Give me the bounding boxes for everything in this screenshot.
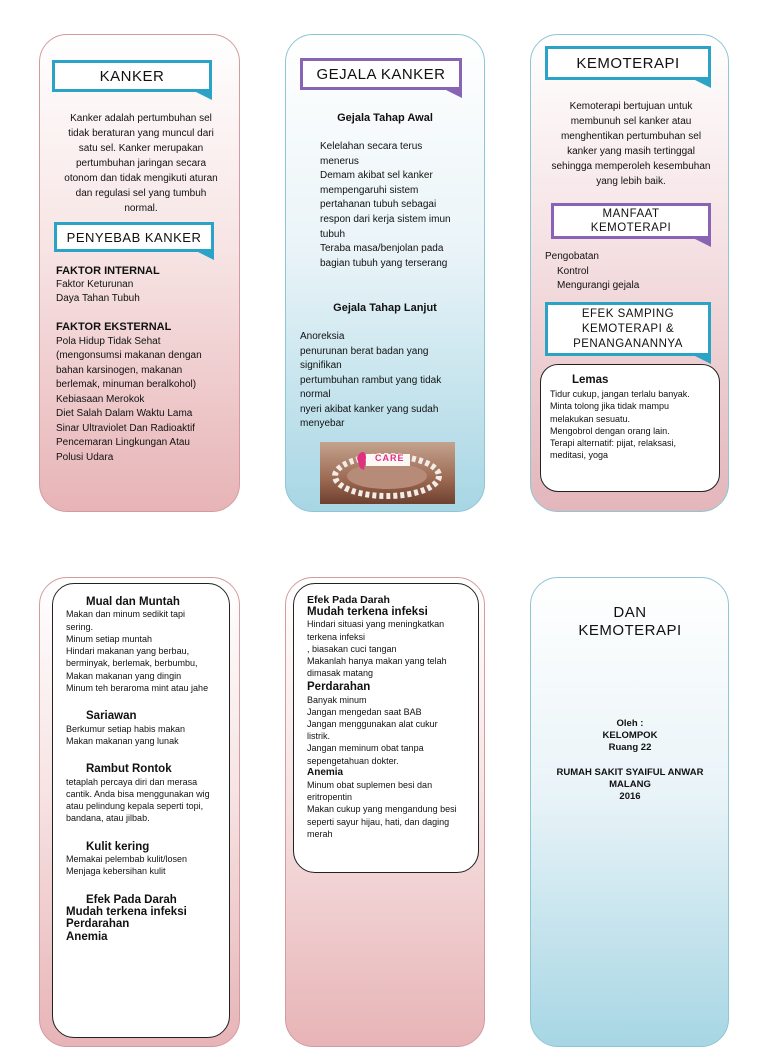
gejala-awal-item: mempengaruhi sistem xyxy=(320,184,419,196)
lemas-item: meditasi, yoga xyxy=(550,450,609,461)
kemoterapi-title-tag xyxy=(545,46,711,80)
gejala-awal-item: Demam akibat sel kanker xyxy=(320,170,433,182)
manfaat-list xyxy=(545,250,715,294)
rambut-title: Rambut Rontok xyxy=(86,763,172,776)
external-item: Kebiasaan Merokok xyxy=(56,393,145,405)
cover-rs: RUMAH SAKIT SYAIFUL ANWAR xyxy=(556,767,704,778)
gejala-lanjut-item: normal xyxy=(300,389,331,400)
external-item: bahan karsinogen, makanan xyxy=(56,364,183,376)
sariawan-title: Sariawan xyxy=(86,710,137,723)
internal-item: Faktor Keturunan xyxy=(56,279,134,290)
efek-darah-content xyxy=(307,594,477,840)
rambut-item: bandana, atau jilbab. xyxy=(66,813,150,824)
gejala-awal-item: bagian tubuh yang terserang xyxy=(320,257,448,269)
lemas-section xyxy=(550,374,718,461)
efek-pada-darah-title: Efek Pada Darah xyxy=(307,594,390,606)
manfaat-title-tag xyxy=(551,203,711,239)
kulit-title: Kulit kering xyxy=(86,840,150,853)
gejala-title-tag xyxy=(300,58,462,90)
perdarahan-item: sepengetahuan dokter. xyxy=(307,755,399,766)
lemas-item: Tidur cukup, jangan terlalu banyak. xyxy=(550,389,690,400)
mual-item: berminyak, berlemak, berbumbu, xyxy=(66,658,198,669)
gejala-title: GEJALA KANKER xyxy=(316,65,446,83)
external-item: Pencemaran Lingkungan Atau xyxy=(56,437,190,448)
lemas-item: melakukan sesuatu. xyxy=(550,413,631,424)
cover-title-line2: KEMOTERAPI xyxy=(578,622,682,639)
kemoterapi-description: Kemoterapi bertujuan untuk membunuh sel kanker atau menghentikan pertumbuhan sel kanker yang masih tertinggal sehingga memperoleh kesembuhan yang lebih baik. xyxy=(551,101,711,187)
external-item: Polusi Udara xyxy=(56,451,114,463)
sariawan-item: Makan makanan yang lunak xyxy=(66,735,179,746)
manfaat-item: Mengurangi gejala xyxy=(557,280,640,291)
sariawan-item: Berkumur setiap habis makan xyxy=(66,723,186,734)
mual-item: Minum teh beraroma mint atau jahe xyxy=(66,683,209,694)
gejala-lanjut-item: signifikan xyxy=(300,360,342,371)
anemia-item: Makan cukup yang mengandung besi xyxy=(307,804,457,815)
manfaat-title-line1: MANFAAT xyxy=(602,208,660,220)
gejala-lanjut-item: penurunan berat badan yang xyxy=(300,345,429,357)
cover-title-line1: DAN xyxy=(613,604,647,621)
gejala-awal-item: Teraba masa/benjolan pada xyxy=(320,243,444,255)
efek-darah-title: Efek Pada Darah xyxy=(86,893,177,906)
lemas-item: Minta tolong jika tidak mampu xyxy=(550,401,670,412)
gejala-lanjut-item: Anoreksia xyxy=(300,331,345,342)
gejala-awal-title: Gejala Tahap Awal xyxy=(337,112,433,124)
cover-ruang: Ruang 22 xyxy=(608,742,652,753)
gejala-awal-item: tubuh xyxy=(320,228,346,240)
care-ribbon-image xyxy=(320,442,455,504)
mual-item: Makan dan minum sedikit tapi xyxy=(66,609,186,620)
people-circle-icon xyxy=(320,442,455,504)
efek-darah-item: Perdarahan xyxy=(66,918,130,931)
perdarahan-item: Jangan menggunakan alat cukur xyxy=(307,719,438,730)
kemoterapi-title: KEMOTERAPI xyxy=(576,54,680,72)
faktor-eksternal-section xyxy=(56,320,236,465)
perdarahan-item: Jangan mengedan saat BAB xyxy=(307,706,422,717)
gejala-lanjut-list xyxy=(300,330,475,432)
rambut-item: cantik. Anda bisa menggunakan wig xyxy=(66,788,210,799)
external-item: (mengonsumsi makanan dengan xyxy=(56,350,202,361)
gejala-awal-item: menerus xyxy=(320,155,359,167)
gejala-awal-list xyxy=(320,140,480,271)
panel-cover xyxy=(530,577,729,1047)
gejala-lanjut-item: menyebar xyxy=(300,418,345,429)
infeksi-item: Makanlah hanya makan yang telah xyxy=(307,656,447,667)
gejala-lanjut-title: Gejala Tahap Lanjut xyxy=(333,302,437,314)
penyebab-title: PENYEBAB KANKER xyxy=(66,229,202,245)
efek-title-line3: PENANGANANNYA xyxy=(573,337,683,350)
faktor-internal-title: FAKTOR INTERNAL xyxy=(56,265,160,277)
gejala-awal-item: respon dari kerja sistem imun xyxy=(320,213,451,225)
efek-darah-item: Anemia xyxy=(66,930,108,943)
mual-item: Makan makanan yang dingin xyxy=(66,670,182,681)
mual-item: Hindari makanan yang berbau, xyxy=(66,646,190,657)
gejala-awal-item: pertahanan tubuh sebagai xyxy=(320,199,437,211)
manfaat-item: Kontrol xyxy=(557,265,589,277)
panel-gejala xyxy=(285,34,485,512)
external-item: Pola Hidup Tidak Sehat xyxy=(56,335,161,347)
lemas-title: Lemas xyxy=(572,374,609,386)
gejala-awal-item: Kelelahan secara terus xyxy=(320,141,423,152)
gejala-lanjut-item: pertumbuhan rambut yang tidak xyxy=(300,374,442,386)
efek-samping-content xyxy=(66,596,226,943)
lemas-item: Terapi alternatif: pijat, relaksasi, xyxy=(550,438,677,449)
efek-darah-item: Mudah terkena infeksi xyxy=(66,905,187,918)
efek-title-line1: EFEK SAMPING xyxy=(581,307,675,320)
faktor-internal-section xyxy=(56,264,236,306)
penyebab-title-tag xyxy=(54,222,214,252)
infeksi-title: Mudah terkena infeksi xyxy=(307,606,428,619)
infeksi-item: terkena infeksi xyxy=(307,631,366,642)
kanker-description: Kanker adalah pertumbuhan sel tidak beraturan yang muncul dari satu sel. Kanker merupakan pertumbuhan jaringan secara otonom dan tidak mengikuti aturan dan regulasi sel yang tumbuh normal. xyxy=(64,113,218,214)
anemia-item: Minum obat suplemen besi dan xyxy=(307,780,433,791)
mual-title: Mual dan Muntah xyxy=(86,596,180,608)
kanker-title: KANKER xyxy=(99,67,165,85)
efek-title-line2: KEMOTERAPI & xyxy=(581,322,675,335)
rambut-item: atau pelindung kepala seperti topi, xyxy=(66,801,204,812)
perdarahan-item: listrik. xyxy=(307,731,330,742)
cover-kota: MALANG xyxy=(609,779,651,790)
care-label: CARE xyxy=(375,453,405,463)
manfaat-item: Pengobatan xyxy=(545,251,599,262)
kanker-title-tag xyxy=(52,60,212,92)
cover-title xyxy=(535,604,725,640)
cover-tahun: 2016 xyxy=(619,791,641,802)
efek-samping-title-tag xyxy=(545,302,711,356)
infeksi-item: Hindari situasi yang meningkatkan xyxy=(307,619,445,630)
faktor-eksternal-title: FAKTOR EKSTERNAL xyxy=(56,321,172,333)
internal-item: Daya Tahan Tubuh xyxy=(56,293,140,304)
gejala-lanjut-item: nyeri akibat kanker yang sudah xyxy=(300,403,439,415)
perdarahan-title: Perdarahan xyxy=(307,681,371,694)
external-item: Sinar Ultraviolet Dan Radioaktif xyxy=(56,422,195,434)
anemia-item: merah xyxy=(307,828,333,839)
anemia-item: seperti sayur hijau, hati, dan daging xyxy=(307,816,450,827)
external-item: berlemak, minuman beralkohol) xyxy=(56,379,197,390)
kulit-item: Menjaga kebersihan kulit xyxy=(66,866,166,877)
infeksi-item: , biasakan cuci tangan xyxy=(307,643,397,654)
perdarahan-item: Jangan meminum obat tanpa xyxy=(307,743,424,754)
anemia-item: eritropentin xyxy=(307,792,353,803)
anemia-title: Anemia xyxy=(307,766,344,778)
cover-kelompok: KELOMPOK xyxy=(602,730,658,741)
lemas-item: Mengobrol dengan orang lain. xyxy=(550,425,670,436)
mual-item: Minum setiap muntah xyxy=(66,633,153,644)
infeksi-item: dimasak matang xyxy=(307,668,374,679)
manfaat-title-line2: KEMOTERAPI xyxy=(590,222,672,234)
kulit-item: Memakai pelembab kulit/losen xyxy=(66,854,188,865)
perdarahan-item: Banyak minum xyxy=(307,694,367,705)
cover-author xyxy=(535,718,725,803)
mual-item: sering. xyxy=(66,621,94,632)
external-item: Diet Salah Dalam Waktu Lama xyxy=(56,408,193,419)
rambut-item: tetaplah percaya diri dan merasa xyxy=(66,776,198,787)
cover-oleh: Oleh : xyxy=(616,718,644,729)
